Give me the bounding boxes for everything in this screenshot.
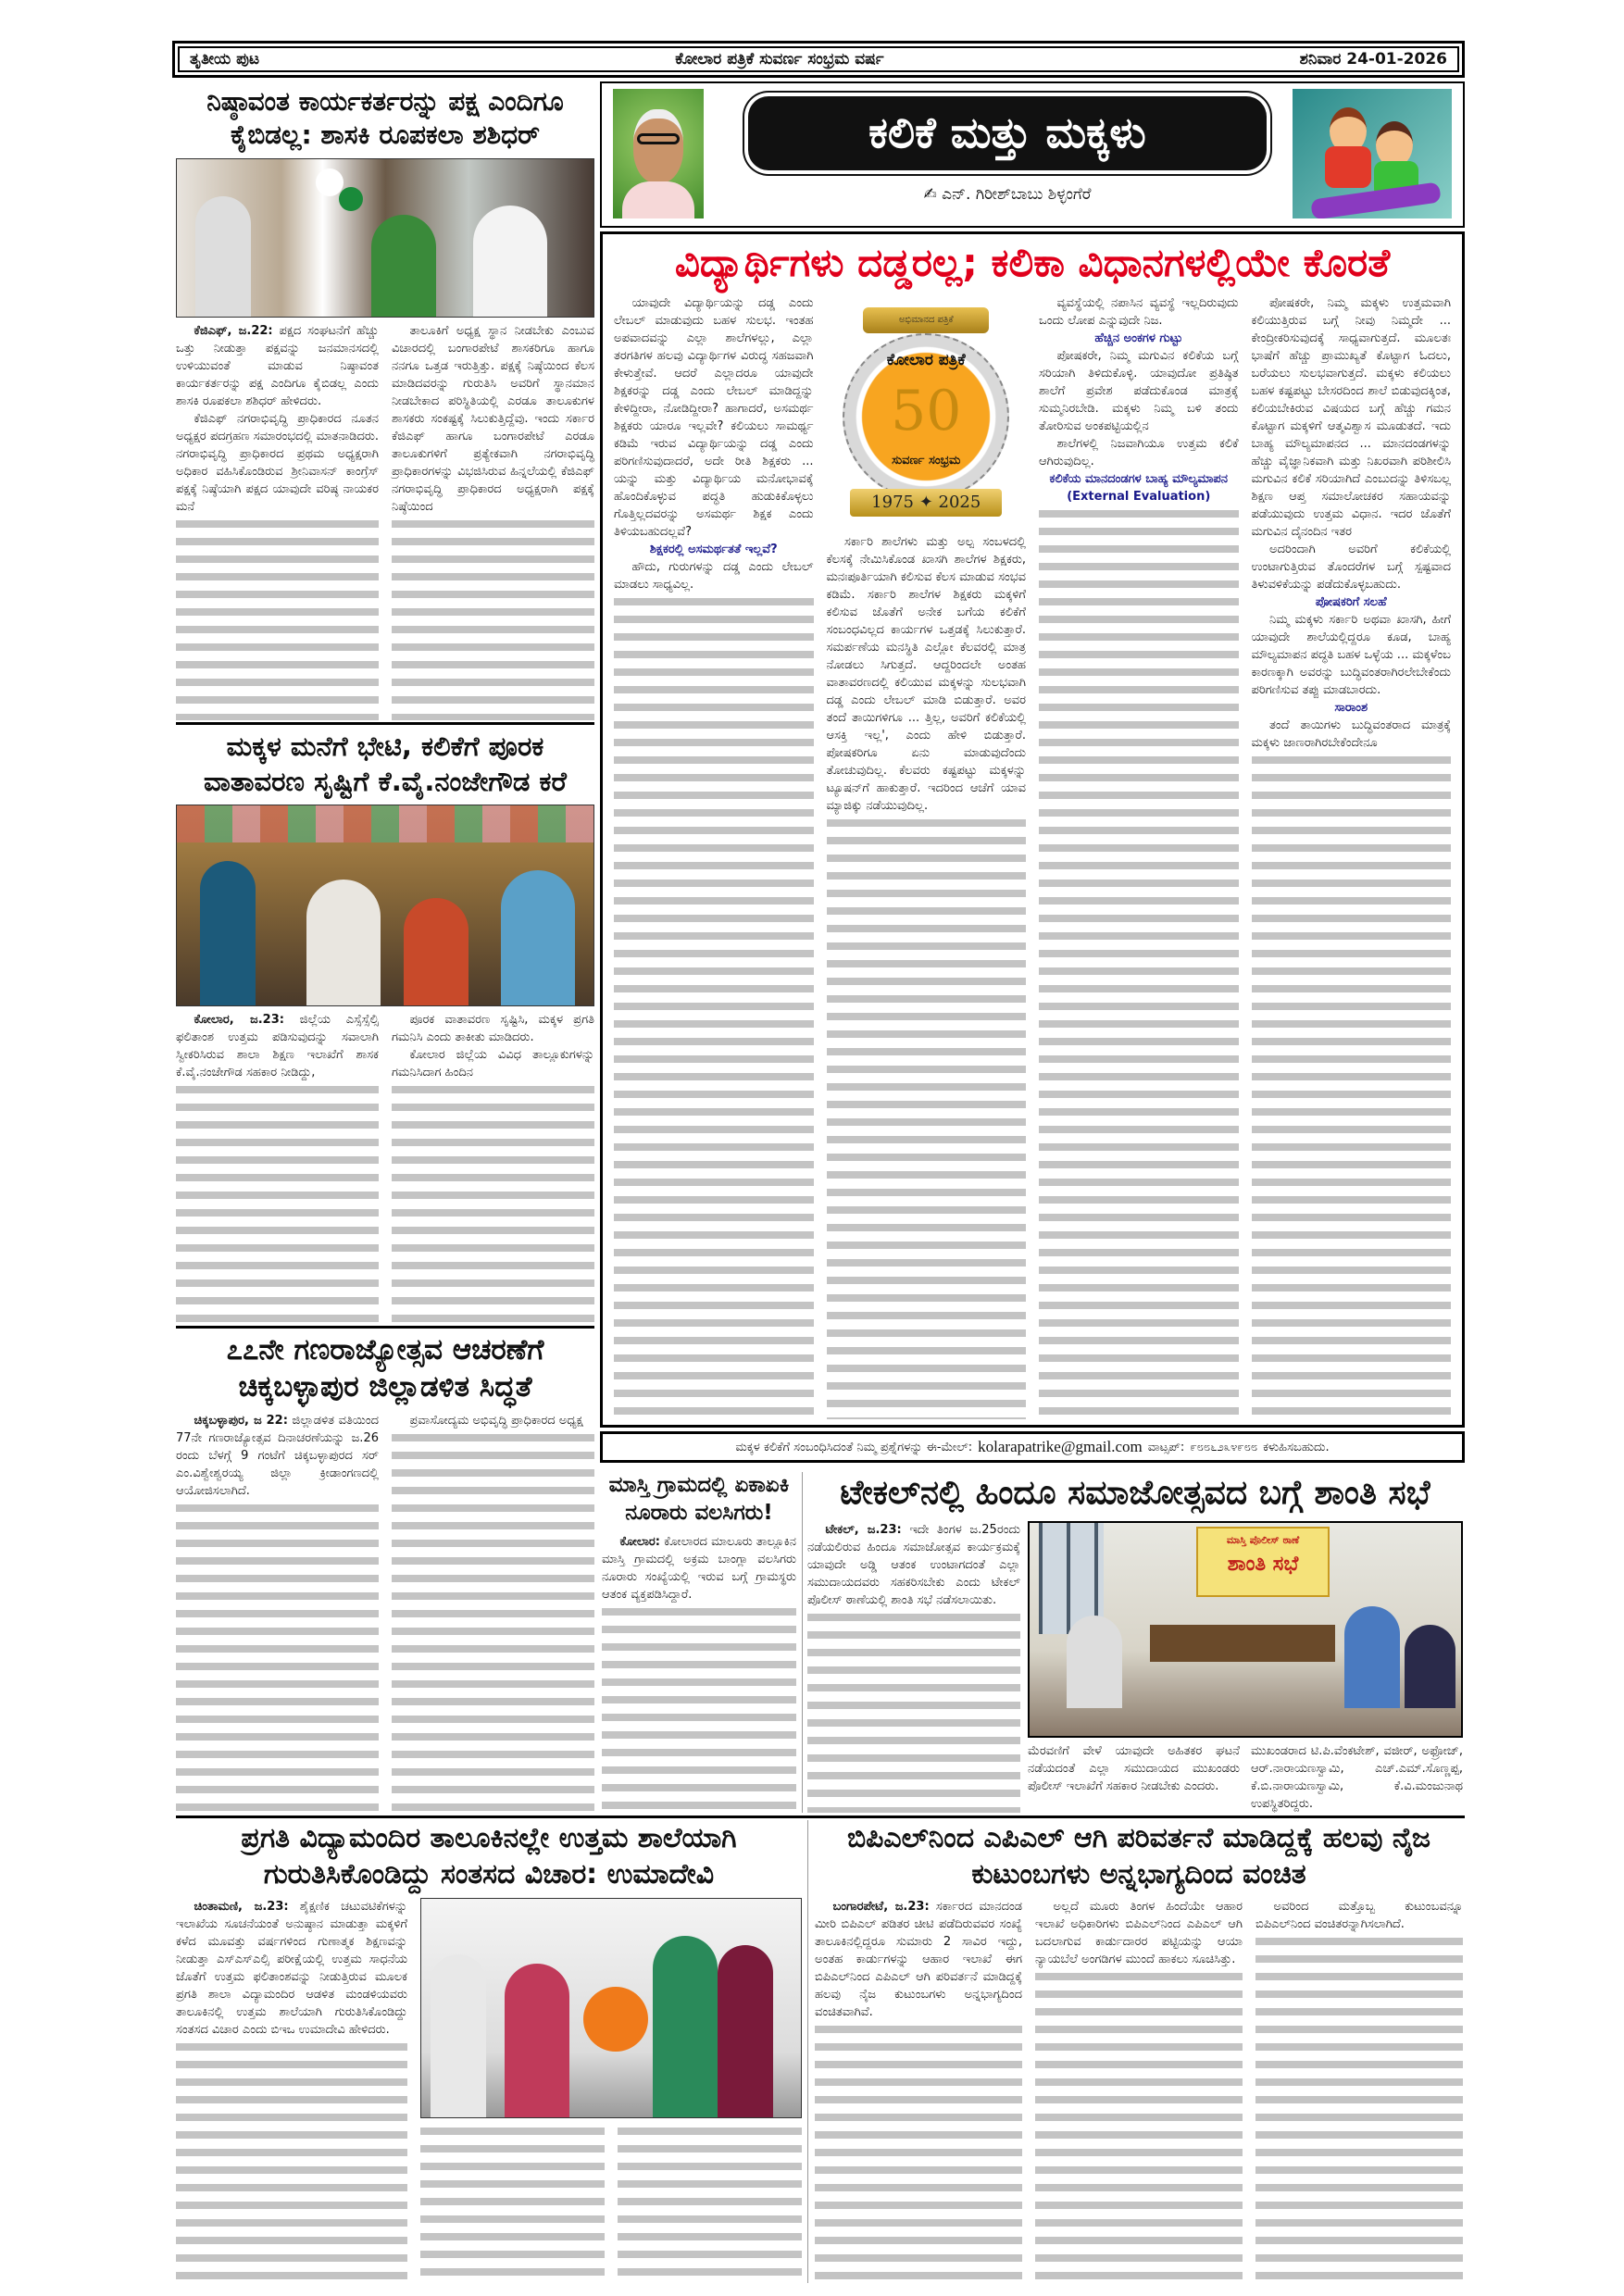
divider	[176, 1816, 1465, 1818]
text-column	[614, 294, 814, 1419]
pragati-article	[176, 1820, 802, 2283]
paragraph: ಪೋಷಕರೇ, ನಿಮ್ಮ ಮಕ್ಕಳು ಉತ್ತಮವಾಗಿ ಕಲಿಯುತ್ತಿರುವ ಬಗ್ಗೆ ನೀವು ನಿಮ್ಮದೇ ... ಕೇಂದ್ರೀಕರಿಸುವುದಕ್ಕೆ ಸಾಧ್ಯವಾಗುತ್ತದೆ. ಮೂಲತಃ ಭಾಷೆಗೆ ಹೆಚ್ಚು ಪ್ರಾಮುಖ್ಯತೆ ಕೊಟ್ಟಾಗ ಓದಲು, ಬರೆಯಲು ಸುಲಭವಾಗುತ್ತದೆ. ಮಕ್ಕಳು ಕಲಿಯಲು ಬಹಳ ಕಷ್ಟಪಟ್ಟು ಬೇಸರದಿಂದ ಶಾಲೆ ಬಿಡುವುದಕ್ಕಿಂತ, ಕಲಿಯಬೇಕಿರುವ ವಿಷಯದ ಬಗ್ಗೆ ಹೆಚ್ಚು ಗಮನ ಕೊಟ್ಟಾಗ ಮಕ್ಕಳಿಗೆ ಆತ್ಮವಿಶ್ವಾಸ ಮೂಡುತದೆ. ಇದು ಬಾಹ್ಯ ಮೌಲ್ಯಮಾಪನದ ... ಮಾನದಂಡಗಳನ್ನು ಹೆಚ್ಚು ವೈಜ್ಞಾನಿಕವಾಗಿ ಮತ್ತು ನಿಖರವಾಗಿ ಪರಿಶೀಲಿಸಿ ಮಗುವಿನ ಕಲಿಕೆ ಸರಿಯಾಗಿದೆ ಎಂಬುದನ್ನು ತಿಳಿಸಬಲ್ಲ ಶಿಕ್ಷಣ ಆಪ್ತ ಸಮಾಲೋಚಕರ ಸಹಾಯವನ್ನು ಪಡೆಯುವುದು ಉತ್ತಮ ವಿಧಾನ. ಇದರ ಜೊತೆಗೆ ಮಗುವಿನ ದೈನಂದಿನ ಇತರ	[1251, 295, 1451, 539]
paragraph: ಪ್ರವಾಸೋದ್ಯಮ ಅಭಿವೃದ್ಧಿ ಪ್ರಾಧಿಕಾರದ ಅಧ್ಯಕ್ಷ	[409, 1413, 583, 1428]
kgf-event-photo	[176, 158, 594, 318]
whatsapp-number: ೯೮೮೬೨೩೪೯೮೮	[1190, 1440, 1258, 1454]
headline-republic-day: ೭೭ನೇ ಗಣರಾಜ್ಯೋತ್ಸವ ಆಚರಣೆಗೆ ಚಿಕ್ಕಬಳ್ಳಾಪುರ ಜಿಲ್ಲಾಡಳಿತ ಸಿದ್ಧತೆ	[226, 1333, 544, 1404]
column-title: ಕಲಿಕೆ ಮತ್ತು ಮಕ್ಕಳು	[868, 107, 1146, 157]
paragraph: ಜಿಲ್ಲಾಡಳಿತ ವತಿಯಿಂದ 77ನೇ ಗಣರಾಜ್ಯೋತ್ಸವ ದಿನಾಚರಣೆಯನ್ನು ಜ.26 ರಂದು ಬೆಳಗ್ಗೆ 9 ಗಂಟೆಗೆ ಚಿಕ್ಕಬಳ್ಳಾಪುರದ ಸರ್ ಎಂ.ವಿಶ್ವೇಶ್ವರಯ್ಯ ಜಿಲ್ಲಾ ಕ್ರೀಡಾಂಗಣದಲ್ಲಿ ಆಯೋಜಿಸಲಾಗಿದೆ.	[176, 1413, 379, 1498]
paragraph: ನಿಮ್ಮ ಮಕ್ಕಳು ಸರ್ಕಾರಿ ಅಥವಾ ಖಾಸಗಿ, ಹೀಗೆ ಯಾವುದೇ ಶಾಲೆಯಲ್ಲಿದ್ದರೂ ಕೂಡ, ಬಾಹ್ಯ ಮೌಲ್ಯಮಾಪನ ಪದ್ಧತಿ ಬಹಳ ಒಳ್ಳೆಯ ... ಮಕ್ಕಳೆಂಬ ಕಾರಣಕ್ಕಾಗಿ ಅವರನ್ನು ಬುದ್ಧಿವಂತರಾಗಿರಲೇಬೇಕೆಂದು ಪರಿಗಣಿಸುವ ತಪ್ಪು ಮಾಡಬಾರದು.	[1251, 612, 1451, 697]
paragraph: ವ್ಯವಸ್ಥೆಯಲ್ಲಿ ನಪಾಸಿನ ವ್ಯವಸ್ಥೆ ಇಲ್ಲದಿರುವುದು ಒಂದು ಲೋಪ ಎನ್ನುವುದೇ ನಿಜ.	[1039, 295, 1239, 328]
text-column	[602, 1533, 796, 1813]
paragraph: ಯಾವುದೇ ವಿದ್ಯಾರ್ಥಿಯನ್ನು ದಡ್ಡ ಎಂದು ಲೇಬಲ್ ಮಾಡುವುದು ಬಹಳ ಸುಲಭ. ಇಂತಹ ಅಪವಾದವನ್ನು ಎಲ್ಲಾ ಶಾಲೆಗಳಲ್ಲು, ಎಲ್ಲಾ ತರಗತಿಗಳ ಹಲವು ವಿದ್ಯಾರ್ಥಿಗಳ ವಿರುದ್ಧ ಸಹಜವಾಗಿ ಕೇಳುತ್ತೇವೆ. ಆದರೆ ಎಲ್ಲಾದರೂ ಯಾವುದೇ ಶಿಕ್ಷಕರನ್ನು ದಡ್ಡ ಎಂದು ಲೇಬಲ್ ಮಾಡಿದ್ದನ್ನು ಕೇಳಿದ್ದೀರಾ, ನೋಡಿದ್ದೀರಾ? ಹಾಗಾದರೆ, ಅಸಮರ್ಥ ಶಿಕ್ಷಕರು ಯಾರೂ ಇಲ್ಲವೇ? ಕಲಿಯಲು ಸಾಮರ್ಥ್ಯ ಕಡಿಮೆ ಇರುವ ವಿದ್ಯಾರ್ಥಿಯನ್ನು ದಡ್ಡ ಎಂದು ಪರಿಗಣಿಸುವುದಾದರೆ, ಅದೇ ರೀತಿ ಶಿಕ್ಷಕರು ... ಯನ್ನು ಮತ್ತು ವಿದ್ಯಾರ್ಥಿಯ ಮನೋಭಾವಕ್ಕೆ ಹೊಂದಿಕೊಳ್ಳುವ ಪದ್ಧತಿ ಹುಡುಕಿಕೊಳ್ಳಲು ಗೊತ್ತಿಲ್ಲದವರನ್ನು ಅಸಮರ್ಥ ಶಿಕ್ಷಕ ಎಂದು ತಿಳಿಯಬಹುದಲ್ಲವೆ?	[614, 295, 814, 539]
text-filler	[614, 593, 814, 1419]
text-column	[392, 1011, 594, 1322]
issue-date: ಶನಿವಾರ 24-01-2026	[1299, 50, 1447, 69]
text-filler	[392, 516, 594, 720]
text-filler	[392, 1081, 594, 1322]
page-header	[172, 41, 1465, 78]
text-filler	[815, 2021, 1022, 2283]
text-column	[815, 1898, 1022, 2283]
contact-text: ಮಕ್ಕಳ ಕಲಿಕೆಗೆ ಸಂಬಂಧಿಸಿದಂತೆ ನಿಮ್ಮ ಪ್ರಶ್ನೆಗಳನ್ನು ಈ-ಮೇಲ್:	[735, 1440, 973, 1454]
kgf-article-body	[176, 322, 594, 720]
text-column	[1035, 1898, 1243, 2283]
main-headline: ವಿದ್ಯಾರ್ಥಿಗಳು ದಡ್ಡರಲ್ಲ; ಕಲಿಕಾ ವಿಧಾನಗಳಲ್ಲಿಯೇ ಕೊರತೆ	[674, 240, 1391, 285]
paragraph: ಜಿಲ್ಲೆಯ ಎಸ್ಸೆಸ್ಸೆಲ್ಸಿ ಫಲಿತಾಂಶ ಉತ್ತಮ ಪಡಿಸುವುದನ್ನು ಸವಾಲಾಗಿ ಸ್ವೀಕರಿಸಿರುವ ಶಾಲಾ ಶಿಕ್ಷಣ ಇಲಾಖೆಗೆ ಶಾಸಕ ಕೆ.ವೈ.ನಂಜೇಗೌಡ ಸಹಕಾರ ನೀಡಿದ್ದು,	[176, 1013, 379, 1080]
subheading: ಸಾರಾಂಶ	[1334, 700, 1368, 715]
paragraph: ಪೋಷಕರೇ, ನಿಮ್ಮ ಮಗುವಿನ ಕಲಿಕೆಯ ಬಗ್ಗೆ ಸರಿಯಾಗಿ ತಿಳಿದುಕೊಳ್ಳಿ. ಯಾವುದೋ ಪ್ರತಿಷ್ಠಿತ ಶಾಲೆಗೆ ಪ್ರವೇಶ ಪಡೆದುಕೊಂಡ ಮಾತ್ರಕ್ಕೆ ಸುಮ್ಮನಿರಬೇಡಿ. ಮಕ್ಕಳು ನಿಮ್ಮ ಬಳಿ ತಂದು ತೋರಿಸುವ ಅಂಕಪಟ್ಟಿಯಲ್ಲಿನ	[1039, 348, 1239, 433]
tekal-caption-right: ಮುಖಂಡರಾದ ಟಿ.ಪಿ.ವೆಂಕಟೇಶ್, ವಜೀರ್, ಅಫ್ರೋಜ್, ಆರ್.ನಾರಾಯಣಸ್ವಾಮಿ, ಎಚ್.ಎಮ್.ಸೊಣ್ಣಪ್ಪ, ಕೆ.ಬಿ.ನಾರಾಯಣಸ್ವಾಮಿ, ಕೆ.ವಿ.ಮಂಜುನಾಥ ಉಪಸ್ಥಿತರಿದ್ದರು.	[1251, 1744, 1463, 1811]
divider	[176, 722, 594, 725]
divider	[176, 1326, 594, 1329]
text-filler	[176, 1500, 379, 1811]
photo-column	[1028, 1521, 1463, 1813]
subheading: ಶಿಕ್ಷಕರಲ್ಲಿ ಅಸಮರ್ಥತತೆ ಇಲ್ಲವೆ?	[649, 542, 778, 556]
paper-title: ಕೋಲಾರ ಪತ್ರಿಕೆ ಸುವರ್ಣ ಸಂಭ್ರಮ ವರ್ಷ	[675, 50, 884, 69]
golden-jubilee-logo	[835, 298, 1017, 526]
text-filler	[1252, 752, 1452, 1419]
page-label: ತೃತೀಯ ಪುಟ	[190, 50, 260, 69]
text-column	[807, 1521, 1020, 1813]
headline-tekal: ಟೇಕಲ್‌ನಲ್ಲಿ ಹಿಂದೂ ಸಮಾಜೋತ್ಸವದ ಬಗ್ಗೆ ಶಾಂತಿ ಸಭೆ	[840, 1474, 1430, 1512]
banner-subtitle: ಮಾಸ್ತಿ ಪೊಲೀಸ್ ಠಾಣೆ	[1226, 1533, 1300, 1546]
subheading: ಹೆಚ್ಚಿನ ಅಂಕಗಳ ಗುಟ್ಟು	[1094, 331, 1183, 345]
paragraph: ಅಲ್ಲದೆ ಮೂರು ತಿಂಗಳ ಹಿಂದೆಯೇ ಆಹಾರ ಇಲಾಖೆ ಅಧಿಕಾರಿಗಳು ಬಿಪಿಎಲ್‌ನಿಂದ ಎಪಿಎಲ್ ಆಗಿ ಬದಲಾಗುವ ಕಾರ್ಡುದಾರರ ಪಟ್ಟಿಯನ್ನು ಆಯಾ ನ್ಯಾಯಬೆಲೆ ಅಂಗಡಿಗಳ ಮುಂದೆ ಹಾಕಲು ಸೂಚಿಸಿತ್ತು.	[1035, 1900, 1243, 1966]
text-column	[176, 1011, 379, 1322]
dateline: ಕೋಲಾರ, ಜ.23:	[194, 1013, 284, 1028]
text-filler	[807, 1609, 1020, 1813]
paragraph: ಕೋಲಾರದ ಮಾಲೂರು ತಾಲ್ಲೂಕಿನ ಮಾಸ್ತಿ ಗ್ರಾಮದಲ್ಲಿ ಅಕ್ರಮ ಬಾಂಗ್ಲಾ ವಲಸಿಗರು ನೂರಾರು ಸಂಖ್ಯೆಯಲ್ಲಿ ಇರುವ ಬಗ್ಗೆ ಗ್ರಾಮಸ್ಥರು ಆತಂಕ ವ್ಯಕ್ತಪಡಿಸಿದ್ದಾರೆ.	[602, 1534, 796, 1602]
paragraph: ಇದೇ ತಿಂಗಳ ಜ.25ರಂದು ನಡೆಯಲಿರುವ ಹಿಂದೂ ಸಮಾಜೋತ್ಸವ ಕಾರ್ಯಕ್ರಮಕ್ಕೆ ಯಾವುದೇ ಅಡ್ಡಿ ಆತಂಕ ಉಂಟಾಗದಂತೆ ಎಲ್ಲಾ ಸಮುದಾಯದವರು ಸಹಕರಿಸಬೇಕು ಎಂದು ಟೇಕಲ್ ಪೊಲೀಸ್ ಠಾಣೆಯಲ್ಲಿ ಶಾಂತಿ ಸಭೆ ನಡೆಸಲಾಯಿತು.	[807, 1522, 1020, 1607]
subheading: ಪೋಷಕರಿಗೆ ಸಲಹೆ	[1315, 594, 1387, 609]
contact-box	[600, 1431, 1465, 1463]
column-title-badge	[748, 96, 1267, 170]
contact-email-link[interactable]: kolarapatrike@gmail.com	[978, 1438, 1143, 1455]
banner-title: ಶಾಂತಿ ಸಭೆ	[1227, 1552, 1299, 1576]
bpl-article	[815, 1820, 1463, 2283]
text-filler	[1035, 1968, 1243, 2283]
paragraph: ತಾಲೂಕಿಗೆ ಅಧ್ಯಕ್ಷ ಸ್ಥಾನ ನೀಡಬೇಕು ಎಂಬುವ ವಿಚಾರದಲ್ಲಿ ಬಂಗಾರಪೇಟೆ ಶಾಸಕರಿಗೂ ಹಾಗೂ ನನಗೂ ಒತ್ತಡ ಇರುತ್ತಿತ್ತು. ಪಕ್ಷಕ್ಕೆ ನಿಷ್ಠೆಯಿಂದ ಕೆಲಸ ಮಾಡಿದವರನ್ನು ಗುರುತಿಸಿ ಅವರಿಗೆ ಸ್ಥಾನಮಾನ ನೀಡಬೇಕಾದ ಪರಿಸ್ಥಿತಿಯಲ್ಲಿ ಎರಡೂ ತಾಲೂಕುಗಳ ಶಾಸಕರು ಸಂಕಷ್ಟಕ್ಕೆ ಸಿಲುಕುತ್ತಿದ್ದೆವು. ಇಂದು ಸರ್ಕಾರ ಕೆಜಿಎಫ್ ಹಾಗೂ ಬಂಗಾರಪೇಟೆ ಎರಡೂ ತಾಲೂಕುಗಳಿಗೆ ಪ್ರತ್ಯೇಕವಾಗಿ ನಗರಾಭಿವೃದ್ಧಿ ಪ್ರಾಧಿಕಾರಗಳನ್ನು ವಿಭಜಿಸಿರುವ ಹಿನ್ನಲೆಯಲ್ಲಿ ಕೆಜಿಎಫ್ ನಗರಾಭಿವೃದ್ಧಿ ಪ್ರಾಧಿಕಾರದ ಅಧ್ಯಕ್ಷರಾಗಿ ಪಕ್ಷಕ್ಕೆ ನಿಷ್ಠೆಯಿಂದ	[392, 323, 594, 514]
text-column	[176, 1412, 379, 1811]
subheading: ಕಲಿಕೆಯ ಮಾನದಂಡಗಳ ಬಾಹ್ಯ ಮೌಲ್ಯಮಾಪನ (External Evaluation)	[1049, 471, 1228, 504]
school-event-photo	[420, 1898, 802, 2118]
main-article-body	[614, 294, 1451, 1419]
paragraph: ಅದರಿಂದಾಗಿ ಅವರಿಗೆ ಕಲಿಕೆಯಲ್ಲಿ ಉಂಟಾಗುತ್ತಿರುವ ತೊಂದರೆಗಳ ಬಗ್ಗೆ ಸ್ಪಷ್ಟವಾದ ತಿಳುವಳಿಕೆಯನ್ನು ಪಡೆದುಕೊಳ್ಳಬಹುದು.	[1251, 542, 1451, 592]
text-filler	[618, 2123, 802, 2283]
paragraph: ಅವರಿಂದ ಮತ್ತೊಬ್ಬ ಕುಟುಂಬವನ್ನೂ ಬಿಪಿಎಲ್‌ನಿಂದ ವಂಚಿತರನ್ನಾಗಿಸಲಾಗಿದೆ.	[1255, 1900, 1463, 1931]
whatsapp-label: ವಾಟ್ಸಪ್:	[1147, 1440, 1185, 1454]
headline-pragati: ಪ್ರಗತಿ ವಿದ್ಯಾಮಂದಿರ ತಾಲೂಕಿನಲ್ಲೇ ಉತ್ತಮ ಶಾಲೆಯಾಗಿ ಗುರುತಿಸಿಕೊಂಡಿದ್ದು ಸಂತಸದ ವಿಚಾರ: ಉಮಾದೇವಿ	[241, 1822, 737, 1890]
text-column	[827, 294, 1027, 1419]
text-filler	[176, 516, 379, 720]
paragraph: ಕೋಲಾರ ಜಿಲ್ಲೆಯ ವಿವಿಧ ತಾಲ್ಲೂಕುಗಳನ್ನು ಗಮನಿಸಿದಾಗ ಹಿಂದಿನ	[392, 1048, 594, 1080]
logo-ribbon-top: ಅಭಿಮಾನದ ಪತ್ರಿಕೆ	[863, 307, 989, 333]
logo-years: 1975 ✦ 2025	[850, 489, 1002, 517]
text-column	[1039, 294, 1239, 1419]
headline-kgf: ನಿಷ್ಠಾವಂತ ಕಾರ್ಯಕರ್ತರನ್ನು ಪಕ್ಷ ಎಂದಿಗೂ ಕೈಬಿಡಲ್ಲ: ಶಾಸಕಿ ರೂಪಕಲಾ ಶಶಿಧರ್	[206, 86, 564, 151]
pragati-article-body-cont	[420, 2123, 802, 2283]
text-filler	[420, 2123, 605, 2283]
nanjegowda-article-body	[176, 1011, 594, 1322]
tekal-caption-left: ಮೆರವಣಿಗೆ ವೇಳೆ ಯಾವುದೇ ಅಹಿತಕರ ಘಟನೆ ನಡೆಯದಂತೆ ಎಲ್ಲಾ ಸಮುದಾಯದ ಮುಖಂಡರು ಪೊಲೀಸ್ ಇಲಾಖೆಗೆ ಸಹಕಾರ ನೀಡಬೇಕು ಎಂದರು.	[1028, 1744, 1240, 1793]
column-banner	[600, 81, 1465, 228]
logo-name: ಕೋಲಾರ ಪತ್ರಿಕೆ	[886, 350, 966, 369]
masti-article-body	[602, 1533, 796, 1813]
text-column	[1252, 294, 1452, 1419]
masti-article	[602, 1472, 796, 1813]
headline-masti: ಮಾಸ್ತಿ ಗ್ರಾಮದಲ್ಲಿ ಏಕಾಏಕಿ ನೂರಾರು ವಲಸಿಗರು!	[608, 1473, 790, 1525]
dateline: ಟೇಕಲ್, ಜ.23:	[825, 1522, 902, 1537]
text-column	[176, 1898, 407, 2283]
paragraph: ತಂದೆ ತಾಯಿಗಳು ಬುದ್ಧಿವಂತರಾದ ಮಾತ್ರಕ್ಕೆ ಮಕ್ಕಳು ಜಾಣರಾಗಿರಬೇಕೆಂದೇನೂ	[1251, 718, 1451, 750]
republic-day-article-body	[176, 1412, 594, 1811]
dateline: ಕೆಜಿಎಫ್, ಜ.22:	[194, 323, 273, 338]
divider	[807, 1820, 808, 2283]
paragraph: ಸರ್ಕಾರಿ ಶಾಲೆಗಳು ಮತ್ತು ಅಲ್ಪ ಸಂಬಳದಲ್ಲಿ ಕೆಲಸಕ್ಕೆ ನೇಮಿಸಿಕೊಂಡ ಖಾಸಗಿ ಶಾಲೆಗಳ ಶಿಕ್ಷಕರು, ಮನಃಪೂರ್ತಿಯಾಗಿ ಕಲಿಸುವ ಕೆಲಸ ಮಾಡುವ ಸಂಭವ ಕಡಿಮೆ. ಸರ್ಕಾರಿ ಶಾಲೆಗಳ ಶಿಕ್ಷಕರು ಮಕ್ಕಳಿಗೆ ಕಲಿಸುವ ಜೊತೆಗೆ ಅನೇಕ ಬಗೆಯ ಕಲಿಕೆಗೆ ಸಂಬಂಧವಿಲ್ಲದ ಕಾರ್ಯಗಳ ಒತ್ತಡಕ್ಕೆ ಸಿಲುಕುತ್ತಾರೆ. ಸಮರ್ಪಣೆಯ ಮನಸ್ಥಿತಿ ಎಲ್ಲೋ ಕೆಲವರಲ್ಲಿ ಮಾತ್ರ ನೋಡಲು ಸಿಗುತ್ತದೆ. ಆದ್ದರಿಂದಲೇ ಅಂತಹ ವಾತಾವರಣದಲ್ಲಿ ಕಲಿಯುವ ಮಕ್ಕಳನ್ನು ಸುಲಭವಾಗಿ ದಡ್ಡ ಎಂದು ಲೇಬಲ್ ಮಾಡಿ ಬಿಡುತ್ತಾರೆ. ಅವರ ತಂದೆ ತಾಯಿಗಳಿಗೂ ... ತ್ತಿಲ್ಲ, ಅವರಿಗೆ ಕಲಿಕೆಯಲ್ಲಿ ಆಸಕ್ತಿ ಇಲ್ಲ', ಎಂದು ಹೇಳಿ ಬಿಡುತ್ತಾರೆ. ಪೋಷಕರಿಗೂ ಏನು ಮಾಡುವುದೆಂದು ತೋಚುವುದಿಲ್ಲ. ಕೆಲವರು ಕಷ್ಟಪಟ್ಟು ಮಕ್ಕಳನ್ನು ಟ್ಯೂಷನ್‌ಗೆ ಹಾಕುತ್ತಾರೆ. ಇದರಿಂದ ಆಚೆಗೆ ಯಾವ ಮ್ಯಾಜಿಕ್ಕು ನಡೆಯುವುದಿಲ್ಲ.	[826, 534, 1026, 813]
text-column	[1255, 1898, 1463, 2283]
headline-bpl: ಬಿಪಿಎಲ್‌ನಿಂದ ಎಪಿಎಲ್ ಆಗಿ ಪರಿವರ್ತನೆ ಮಾಡಿದ್ದಕ್ಕೆ ಹಲವು ನೈಜ ಕುಟುಂಬಗಳು ಅನ್ನಭಾಗ್ಯದಿಂದ ವಂಚಿತ	[846, 1822, 1431, 1890]
text-filler	[392, 1429, 594, 1811]
peace-meeting-photo	[1028, 1521, 1463, 1738]
pragati-article-body	[176, 1898, 802, 2283]
divider	[802, 1472, 803, 1813]
paragraph: ಕೆಜಿಎಫ್ ನಗರಾಭಿವೃದ್ಧಿ ಪ್ರಾಧಿಕಾರದ ನೂತನ ಅಧ್ಯಕ್ಷರ ಪದಗ್ರಹಣ ಸಮಾರಂಭದಲ್ಲಿ ಮಾತನಾಡಿದರು. ನಗರಾಭಿವೃದ್ಧಿ ಪ್ರಾಧಿಕಾರದ ಪ್ರಥಮ ಅಧ್ಯಕ್ಷರಾಗಿ ಅಧಿಕಾರ ವಹಿಸಿಕೊಂಡಿರುವ ಶ್ರೀನಿವಾಸನ್ ಕಾಂಗ್ರೆಸ್ ಪಕ್ಷಕ್ಕೆ ನಿಷ್ಠೆಯಾಗಿ ಪಕ್ಷದ ಯಾವುದೇ ವರಿಷ್ಠ ನಾಯಕರ ಮನೆ	[176, 411, 379, 514]
paragraph: ಶಾಲೆಗಳಲ್ಲಿ ನಿಜವಾಗಿಯೂ ಉತ್ತಮ ಕಲಿಕೆ ಆಗಿರುವುದಿಲ್ಲ.	[1039, 436, 1239, 468]
logo-number: 50	[891, 378, 962, 443]
text-column	[392, 322, 594, 720]
paragraph: ಪೂರಕ ವಾತಾವರಣ ಸೃಷ್ಟಿಸಿ, ಮಕ್ಕಳ ಪ್ರಗತಿ ಗಮನಿಸಿ ಎಂದು ತಾಕೀತು ಮಾಡಿದರು.	[392, 1013, 594, 1045]
photo-column	[420, 1898, 802, 2283]
text-column	[176, 322, 379, 720]
dateline: ಚಿಂತಾಮಣಿ, ಜ.23:	[194, 1900, 289, 1914]
paragraph: ಸರ್ಕಾರದ ಮಾನದಂಡ ಮೀರಿ ಬಿಪಿಎಲ್ ಪಡಿತರ ಚೀಟಿ ಪಡೆದಿರುವವರ ಸಂಖ್ಯೆ ತಾಲೂಕಿನಲ್ಲಿದ್ದರೂ ಸುಮಾರು 2 ಸಾವಿರ ಇದ್ದು, ಅಂತಹ ಕಾರ್ಡುಗಳನ್ನು ಆಹಾರ ಇಲಾಖೆ ಈಗ ಬಿಪಿಎಲ್‌ನಿಂದ ಎಪಿಎಲ್ ಆಗಿ ಪರಿವರ್ತನೆ ಮಾಡಿದ್ದಕ್ಕೆ ಹಲವು ನೈಜ ಕುಟುಂಬಗಳು ಅನ್ನಭಾಗ್ಯದಿಂದ ವಂಚಿತವಾಗಿವೆ.	[815, 1900, 1023, 2019]
text-filler	[1255, 1933, 1463, 2283]
text-filler	[602, 1603, 796, 1813]
paragraph: ಪಕ್ಷದ ಸಂಘಟನೆಗೆ ಹೆಚ್ಚು ಒತ್ತು ನೀಡುತ್ತಾ ಪಕ್ಷವನ್ನು ಜನಮಾನಸದಲ್ಲಿ ಉಳಿಯುವಂತೆ ಮಾಡುವ ನಿಷ್ಠಾವಂತ ಕಾರ್ಯಕರ್ತರನ್ನು ಪಕ್ಷ ಎಂದಿಗೂ ಕೈಬಿಡಲ್ಲ ಎಂದು ಶಾಸಕಿ ರೂಪಕಲಾ ಶಶಿಧರ್ ಹೇಳಿದರು.	[176, 323, 379, 408]
kids-illustration	[1293, 89, 1452, 218]
text-filler	[176, 1081, 379, 1322]
tekal-article	[807, 1472, 1463, 1813]
contact-suffix: ಕಳುಹಿಸಬಹುದು.	[1263, 1440, 1330, 1454]
dateline: ಕೋಲಾರ:	[619, 1534, 660, 1549]
author-photo	[613, 89, 704, 218]
tekal-captions	[1028, 1742, 1463, 1813]
republic-day-article	[176, 1331, 594, 1811]
home-visit-photo	[176, 805, 594, 1006]
dateline: ಚಿಕ್ಕಬಳ್ಳಾಪುರ, ಜ 22:	[194, 1413, 288, 1428]
bpl-article-body	[815, 1898, 1463, 2283]
text-column	[392, 1412, 594, 1811]
text-filler	[827, 815, 1027, 1419]
paragraph: ಹೌದು, ಗುರುಗಳನ್ನು ದಡ್ಡ ಎಂದು ಲೇಬಲ್ ಮಾಡಲು ಸಾಧ್ಯವಿಲ್ಲ.	[614, 559, 814, 592]
tekal-article-body	[807, 1521, 1463, 1813]
nanjegowda-article	[176, 730, 594, 1322]
main-article-box	[600, 231, 1465, 1428]
logo-subtitle: ಸುವರ್ಣ ಸಂಭ್ರಮ	[892, 453, 961, 468]
text-filler	[176, 2039, 407, 2283]
meeting-banner	[1196, 1527, 1330, 1597]
headline-nanjegowda: ಮಕ್ಕಳ ಮನೆಗೆ ಭೇಟಿ, ಕಲಿಕೆಗೆ ಪೂರಕ ವಾತಾವರಣ ಸೃಷ್ಟಿಗೆ ಕೆ.ವೈ.ನಂಜೇಗೌಡ ಕರೆ	[204, 730, 567, 797]
dateline: ಬಂಗಾರಪೇಟೆ, ಜ.23:	[832, 1900, 930, 1914]
text-filler	[1039, 505, 1239, 1419]
column-byline: ✍ ಎನ್. ಗಿರೀಶ್‌ಬಾಬು ಶಿಳ್ಳಂಗೆರೆ	[923, 185, 1092, 204]
kgf-article	[176, 85, 594, 720]
paragraph: ಶೈಕ್ಷಣಿಕ ಚಟುವಟಿಕೆಗಳನ್ನು ಇಲಾಖೆಯ ಸೂಚನೆಯಂತೆ ಅನುಷ್ಠಾನ ಮಾಡುತ್ತಾ ಮಕ್ಕಳಿಗೆ ಕಳೆದ ಮೂವತ್ತು ವರ್ಷಗಳಿಂದ ಗುಣಾತ್ಮಕ ಶಿಕ್ಷಣವನ್ನು ನೀಡುತ್ತಾ ಎಸ್ಎಸ್ಎಲ್ಸಿ ಪರೀಕ್ಷೆಯಲ್ಲಿ ಉತ್ತಮ ಸಾಧನೆಯ ಜೊತೆಗೆ ಉತ್ತಮ ಫಲಿತಾಂಶವನ್ನು ನೀಡುತ್ತಿರುವ ಮೂಲಕ ಪ್ರಗತಿ ಶಾಲಾ ವಿದ್ಯಾಮಂದಿರ ಆಡಳಿತ ಮಂಡಳಿಯವರು ತಾಲೂಕಿನಲ್ಲಿ ಉತ್ತಮ ಶಾಲೆಯಾಗಿ ಗುರುತಿಸಿಕೊಂಡಿದ್ದು ಸಂತಸದ ವಿಚಾರ ಎಂದು ಬಿಇಒ ಉಮಾದೇವಿ ಹೇಳಿದರು.	[176, 1900, 407, 2037]
